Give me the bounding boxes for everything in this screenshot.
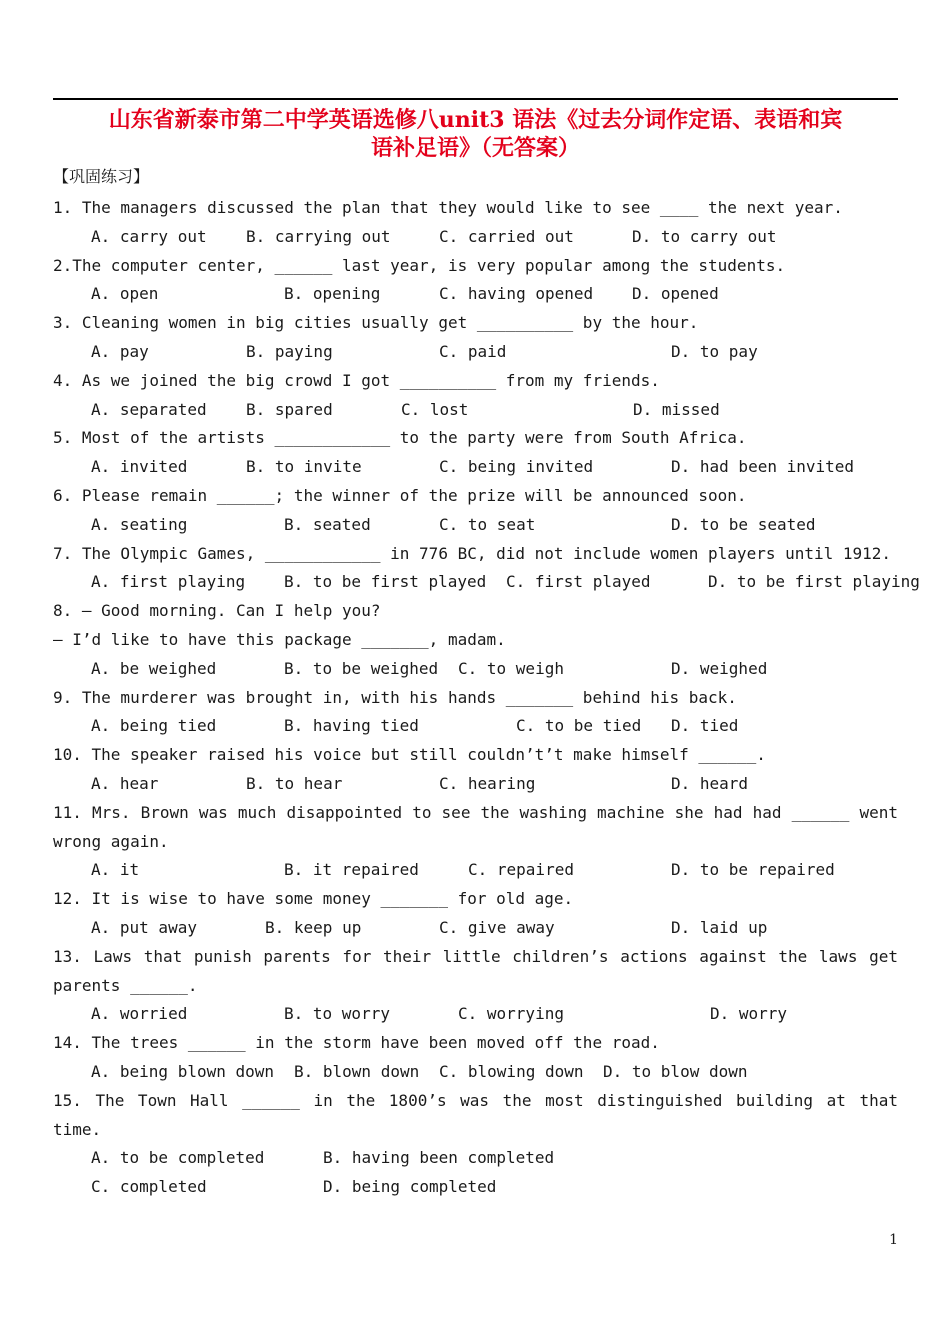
option-a: A. being blown down	[91, 1061, 275, 1081]
option-b: B. to be first played	[284, 572, 487, 592]
option-c: C. give away	[439, 917, 555, 937]
option-row	[53, 280, 898, 309]
option-c: C. repaired	[468, 860, 574, 880]
question-stem: 7. The Olympic Games, ____________ in 776 BC, did not include women players until 1912.	[53, 543, 892, 563]
option-a: A. open	[91, 284, 159, 304]
question-stem: 4. As we joined the big crowd I got __________ from my friends.	[53, 370, 660, 390]
question-7	[53, 540, 920, 598]
option-row	[53, 568, 920, 597]
question-15	[53, 1087, 908, 1202]
option-d: D. weighed	[671, 658, 768, 678]
option-d: D. to be seated	[671, 514, 816, 534]
option-b: B. to worry	[284, 1004, 390, 1024]
option-c: C. blowing down	[439, 1061, 584, 1081]
option-b: B. opening	[284, 284, 381, 304]
question-stem: 5. Most of the artists ____________ to the party were from South Africa.	[53, 428, 747, 448]
question-stem: 14. The trees ______ in the storm have been moved off the road.	[53, 1033, 660, 1053]
question-stem: 1. The managers discussed the plan that they would like to see ____ the next year.	[53, 198, 843, 217]
question-stem-reply: — I’d like to have this package _______, madam.	[53, 629, 506, 649]
question-5	[53, 424, 898, 482]
option-b: B. keep up	[265, 917, 362, 937]
question-1	[53, 194, 898, 252]
question-9	[53, 684, 898, 742]
section-heading: 【巩固练习】	[53, 167, 150, 186]
option-row	[53, 1000, 898, 1029]
page-number: 1	[889, 1232, 898, 1248]
question-3	[53, 309, 898, 367]
option-a: A. first playing	[91, 572, 246, 592]
question-6	[53, 482, 898, 540]
question-stem: 13. Laws that punish parents for their little children’s actions against the laws get parents ______.	[53, 946, 908, 995]
option-b: B. having been completed	[323, 1148, 555, 1168]
question-stem: 8. — Good morning. Can I help you?	[53, 601, 381, 621]
option-row	[53, 338, 898, 367]
option-row	[53, 223, 898, 252]
page-title	[53, 106, 898, 162]
option-d: D. had been invited	[671, 457, 855, 477]
option-a: A. carry out	[91, 226, 207, 246]
question-11	[53, 799, 908, 885]
option-c: C. first played	[506, 572, 651, 592]
option-c: C. to weigh	[458, 658, 564, 678]
option-d: D. missed	[633, 399, 720, 419]
question-8	[53, 597, 898, 683]
option-b: B. seated	[284, 514, 371, 534]
option-d: D. to carry out	[632, 226, 777, 246]
option-a: A. hear	[91, 773, 159, 793]
question-stem: 12. It is wise to have some money _______ for old age.	[53, 889, 574, 909]
option-d: D. opened	[632, 284, 719, 304]
option-c: C. paid	[439, 341, 507, 361]
option-a: A. seating	[91, 514, 188, 534]
option-c: C. carried out	[439, 226, 574, 246]
option-a: A. it	[91, 860, 140, 880]
question-stem: 6. Please remain ______; the winner of the prize will be announced soon.	[53, 485, 747, 505]
question-stem: 10. The speaker raised his voice but still couldn’t’t make himself ______.	[53, 745, 766, 765]
question-13	[53, 943, 908, 1029]
option-d: D. worry	[710, 1004, 788, 1024]
option-b: B. it repaired	[284, 860, 419, 880]
question-stem: 15. The Town Hall ______ in the 1800’s was the most distinguished building at that time.	[53, 1090, 908, 1139]
option-b: B. to hear	[246, 773, 343, 793]
option-c: C. hearing	[439, 773, 536, 793]
option-a: A. worried	[91, 1004, 188, 1024]
question-stem: 2.The computer center, ______ last year, is very popular among the students.	[53, 255, 786, 275]
option-row	[53, 1058, 898, 1087]
option-b: B. blown down	[294, 1061, 420, 1081]
title-line-2: 语补足语》（无答案）	[370, 135, 580, 161]
option-c: C. having opened	[439, 284, 594, 304]
option-row	[53, 1144, 898, 1173]
option-row	[53, 511, 898, 540]
title-line-1: 山东省新泰市第二中学英语选修八unit3 语法《过去分词作定语、表语和宾	[108, 107, 843, 133]
option-row	[53, 453, 898, 482]
question-4	[53, 367, 898, 425]
question-stem: 9. The murderer was brought in, with his hands _______ behind his back.	[53, 687, 737, 707]
option-a: A. pay	[91, 341, 149, 361]
option-row	[53, 770, 898, 799]
option-a: A. put away	[91, 917, 197, 937]
option-row	[53, 914, 898, 943]
option-row	[53, 655, 898, 684]
header-rule	[53, 98, 898, 100]
question-12	[53, 885, 898, 943]
option-a: A. be weighed	[91, 658, 217, 678]
option-d: D. heard	[671, 773, 749, 793]
option-d: D. to be first playing	[708, 572, 920, 592]
question-stem: 11. Mrs. Brown was much disappointed to see the washing machine she had had ______ went wrong again.	[53, 802, 908, 851]
option-b: B. to be weighed	[284, 658, 439, 678]
option-c: C. lost	[401, 399, 469, 419]
option-c: C. being invited	[439, 457, 594, 477]
option-d: D. being completed	[323, 1177, 497, 1197]
option-c: C. completed	[91, 1177, 207, 1197]
option-a: A. to be completed	[91, 1148, 265, 1168]
option-d: D. to blow down	[603, 1061, 748, 1081]
option-c: C. worrying	[458, 1004, 564, 1024]
option-d: D. tied	[671, 716, 739, 736]
question-2	[53, 252, 898, 310]
option-row	[53, 712, 898, 741]
option-b: B. spared	[246, 399, 333, 419]
option-a: A. invited	[91, 457, 188, 477]
question-stem: 3. Cleaning women in big cities usually get __________ by the hour.	[53, 313, 699, 333]
option-c: C. to be tied	[516, 716, 642, 736]
question-list	[53, 194, 920, 1202]
option-row	[53, 1173, 898, 1202]
option-a: A. separated	[91, 399, 207, 419]
option-c: C. to seat	[439, 514, 536, 534]
option-row	[53, 396, 898, 425]
option-b: B. to invite	[246, 457, 362, 477]
option-row	[53, 856, 898, 885]
option-b: B. carrying out	[246, 226, 391, 246]
option-d: D. to be repaired	[671, 860, 835, 880]
option-a: A. being tied	[91, 716, 217, 736]
question-10	[53, 741, 898, 799]
option-b: B. having tied	[284, 716, 419, 736]
option-b: B. paying	[246, 341, 333, 361]
option-d: D. laid up	[671, 917, 768, 937]
option-d: D. to pay	[671, 341, 758, 361]
question-14	[53, 1029, 898, 1087]
